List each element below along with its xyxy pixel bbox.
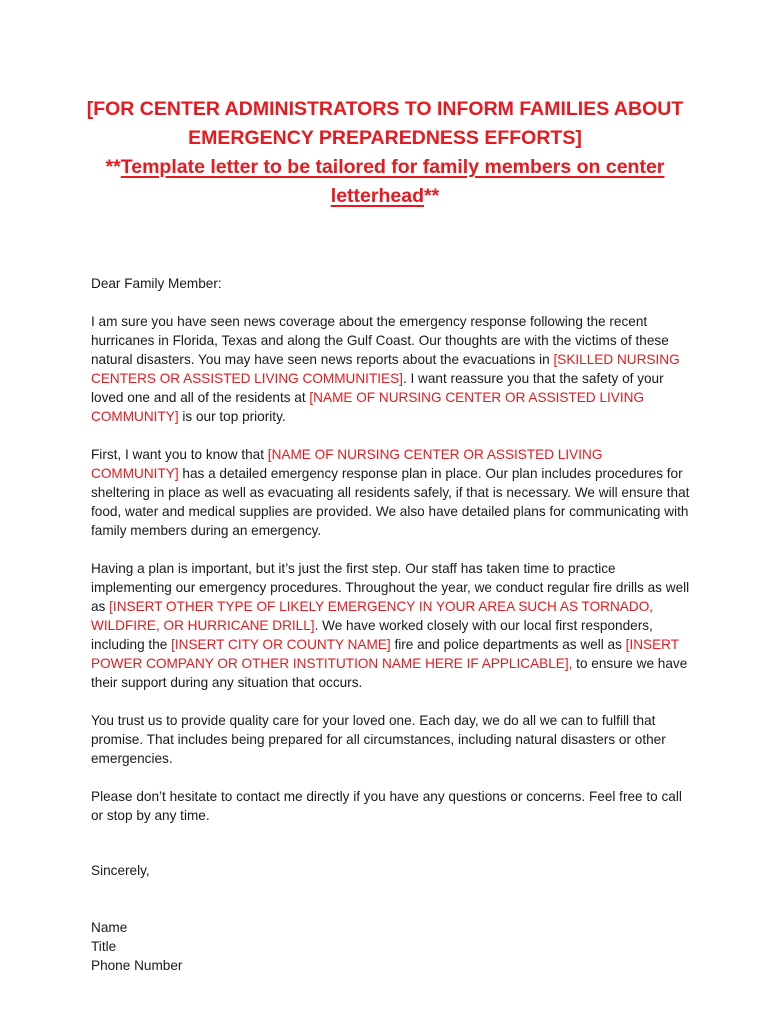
p1-text-2: . I want reassure you that the safety of your loved one and all of the residents at <box>91 371 664 405</box>
p2-placeholder-facility-name: [NAME OF NURSING CENTER OR ASSISTED LIVING COMMUNITY] <box>91 447 603 481</box>
p3-placeholder-city: [INSERT CITY OR COUNTY NAME] <box>171 637 391 652</box>
signature-space <box>91 880 182 918</box>
signature-name: Name <box>91 920 128 935</box>
signature-block <box>91 861 182 975</box>
p1-placeholder-facility-type: [SKILLED NURSING CENTERS OR ASSISTED LIVING COMMUNITIES] <box>91 352 680 386</box>
heading-line-1: [FOR CENTER ADMINISTRATORS TO INFORM FAMILIES ABOUT <box>86 98 684 120</box>
heading-asterisks-close: ** <box>424 185 440 207</box>
heading-line-2: EMERGENCY PREPAREDNESS EFFORTS] <box>188 127 582 149</box>
p3-placeholder-emergency-type: [INSERT OTHER TYPE OF LIKELY EMERGENCY IN YOUR AREA SUCH AS TORNADO, WILDFIRE, OR HURRICANE DRILL] <box>91 599 654 633</box>
p2-text-1: First, I want you to know that <box>91 447 268 462</box>
letter-body <box>91 274 691 844</box>
p1-text-1: I am sure you have seen news coverage about the emergency response following the recent hurricanes in Florida, Texas and along the Gulf Coast. Our thoughts are with the victims of these natural disasters. You may have seen news reports about the evacuations in <box>91 314 669 367</box>
p3-text-2: . We have worked closely with our local first responders, including the <box>91 618 653 652</box>
heading-template-note: Template letter to be tailored for family members on center <box>120 156 665 178</box>
paragraph-5: Please don’t hesitate to contact me directly if you have any questions or concerns. Feel free to call or stop by any time. <box>91 789 682 823</box>
p3-text-1: Having a plan is important, but it’s just the first step. Our staff has taken time to practice implementing our emergency procedures. Throughout the year, we conduct regular fire drills as well as <box>91 561 690 614</box>
p3-placeholder-power-company: [INSERT POWER COMPANY OR OTHER INSTITUTION NAME HERE IF APPLICABLE], <box>91 637 679 671</box>
p3-text-4: to ensure we have their support during any situation that occurs. <box>91 656 688 690</box>
signature-title: Title <box>91 939 117 954</box>
heading-line-4 <box>60 182 710 211</box>
paragraph-1 <box>91 312 691 426</box>
paragraph-3 <box>91 559 691 692</box>
heading-line-3 <box>60 153 710 182</box>
paragraph-4: You trust us to provide quality care for your loved one. Each day, we do all we can to fulfill that promise. That includes being prepared for all circumstances, including natural disasters or other emergencies. <box>91 713 666 766</box>
heading-asterisks-open: ** <box>105 156 121 178</box>
p1-text-3: is our top priority. <box>178 409 286 424</box>
paragraph-2 <box>91 445 691 540</box>
salutation: Dear Family Member: <box>91 276 222 291</box>
p1-placeholder-facility-name: [NAME OF NURSING CENTER OR ASSISTED LIVING COMMUNITY] <box>91 390 645 424</box>
template-heading <box>60 95 710 211</box>
p2-text-2: has a detailed emergency response plan in place. Our plan includes procedures for sheltering in place as well as evacuating all residents safely, if that is necessary. We will ensure that food, water and medical supplies are provided. We also have detailed plans for communicating with family members during an emergency. <box>91 466 690 538</box>
heading-letterhead-word: letterhead <box>330 185 424 207</box>
p3-text-3: fire and police departments as well as <box>390 637 626 652</box>
closing: Sincerely, <box>91 863 150 878</box>
signature-phone: Phone Number <box>91 958 183 973</box>
